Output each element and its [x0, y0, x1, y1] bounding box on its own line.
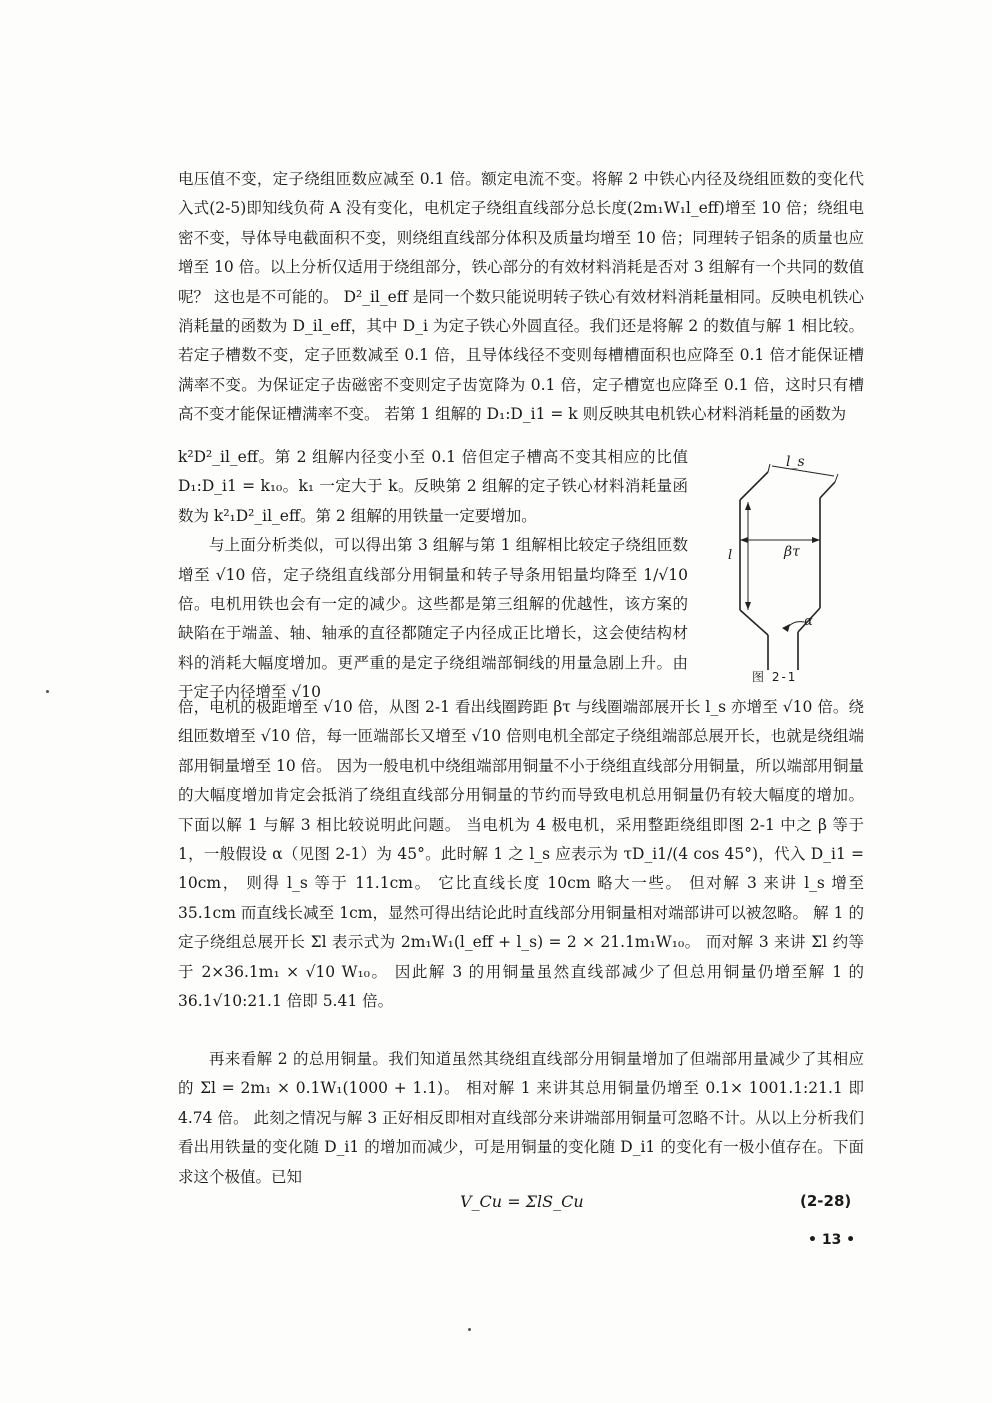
paragraph: k²D²_il_eff。第 2 组解内径变小至 0.1 倍但定子槽高不变其相应的比值 D₁:D_i1 = k₁₀。k₁ 一定大于 k。反映第 2 组解的定子铁心材料消耗量函数为 k²₁D²_il_eff。第 2 组解的用铁量一定要增加。	[178, 448, 688, 525]
coil-end-diagram	[720, 460, 865, 690]
figure-2-1	[720, 454, 865, 690]
page-number: • 13 •	[808, 1232, 856, 1248]
figure-caption: 图 2-1	[752, 670, 798, 684]
label-ls: l_s	[786, 454, 805, 470]
body-text-beside-figure	[178, 443, 688, 708]
body-text-last	[178, 1045, 864, 1192]
paragraph: 倍，电机的极距增至 √10 倍，从图 2-1 看出线圈跨距 βτ 与线圈端部展开长 l_s 亦增至 √10 倍。绕组匝数增至 √10 倍，每一匝端部长又增至 √10 倍则电机全部定子绕组端部总展开长，也就是绕组端部用铜量增至 10 倍。 因为一般电机中绕组端部用铜量不小于绕组直线部分用铜量，所以端部用铜量的大幅度增加肯定会抵消了绕组直线部分用铜量的节约而导致电机总用铜量仍有较大幅度的增加。 下面以解 1 与解 3 相比较说明此问题。 当电机为 4 极电机，采用整距绕组即图 2-1 中之 β 等于 1，一般假设 α（见图 2-1）为 45°。此时解 1 之 l_s 应表示为 τD_i1/(4 cos 45°)，代入 D_i1 = 10cm， 则得 l_s 等于 11.1cm。 它比直线长度 10cm 略大一些。 但对解 3 来讲 l_s 增至 35.1cm 而直线长减至 1cm，显然可得出结论此时直线部分用铜量相对端部讲可以被忽略。 解 1 的定子绕组总展开长 Σl 表示式为 2m₁W₁(l_eff + l_s) = 2 × 21.1m₁W₁₀。 而对解 3 来讲 Σl 约等于 2×36.1m₁ × √10 W₁₀。 因此解 3 的用铜量虽然直线部减少了但总用铜量仍增至解 1 的 36.1√10:21.1 倍即 5.41 倍。	[178, 698, 864, 1011]
label-beta-tau: βτ	[784, 544, 800, 560]
paragraph: 再来看解 2 的总用铜量。我们知道虽然其绕组直线部分用铜量增加了但端部用量减少了其相应的 Σl = 2m₁ × 0.1W₁(1000 + 1.1)。 相对解 1 来讲其总用铜量仍增至 0.1× 1001.1:21.1 即 4.74 倍。 此刻之情况与解 3 正好相反即相对直线部分来讲端部用铜量可忽略不计。从以上分析我们看出用铁量的变化随 D_i1 的增加而减少，可是用铜量的变化随 D_i1 的变化有一极小值存在。下面求这个极值。已知	[178, 1050, 864, 1186]
equation-number: (2-28)	[800, 1192, 852, 1210]
label-alpha: α	[804, 614, 813, 629]
scan-speck	[46, 690, 49, 693]
body-text-top	[178, 165, 864, 430]
label-l: l	[728, 548, 733, 563]
equation: V_Cu = ΣlS_Cu	[460, 1192, 584, 1211]
paragraph: 与上面分析类似，可以得出第 3 组解与第 1 组解相比较定子绕组匝数增至 √10 倍，定子绕组直线部分用铜量和转子导条用铝量均降至 1/√10 倍。电机用铁也会有一定的减少。这些都是第三组解的优越性，该方案的缺陷在于端盖、轴、轴承的直径都随定子内径成正比增长，这会使结构材料的消耗大幅度增加。更严重的是定子绕组端部铜线的用量急剧上升。由于定子内径增至 √10	[178, 536, 688, 702]
body-text-bottom	[178, 693, 864, 1016]
paragraph: 电压值不变，定子绕组匝数应减至 0.1 倍。额定电流不变。将解 2 中铁心内径及绕组匝数的变化代入式(2-5)即知线负荷 A 没有变化，电机定子绕组直线部分总长度(2m₁W₁l_eff)增至 10 倍；绕组电密不变，导体导电截面积不变，则绕组直线部分体积及质量均增至 10 倍；同理转子铝条的质量也应增至 10 倍。以上分析仅适用于绕组部分，铁心部分的有效材料消耗是否对 3 组解有一个共同的数值呢？ 这也是不可能的。 D²_il_eff 是同一个数只能说明转子铁心有效材料消耗量相同。反映电机铁心消耗量的函数为 D_il_eff，其中 D_i 为定子铁心外圆直径。我们还是将解 2 的数值与解 1 相比较。若定子槽数不变，定子匝数减至 0.1 倍，且导体线径不变则每槽槽面积也应降至 0.1 倍才能保证槽满率不变。为保证定子齿磁密不变则定子齿宽降为 0.1 倍，定子槽宽也应降至 0.1 倍，这时只有槽高不变才能保证槽满率不变。 若第 1 组解的 D₁:D_i1 = k 则反映其电机铁心材料消耗量的函数为	[178, 170, 864, 424]
scan-speck	[468, 1328, 471, 1331]
